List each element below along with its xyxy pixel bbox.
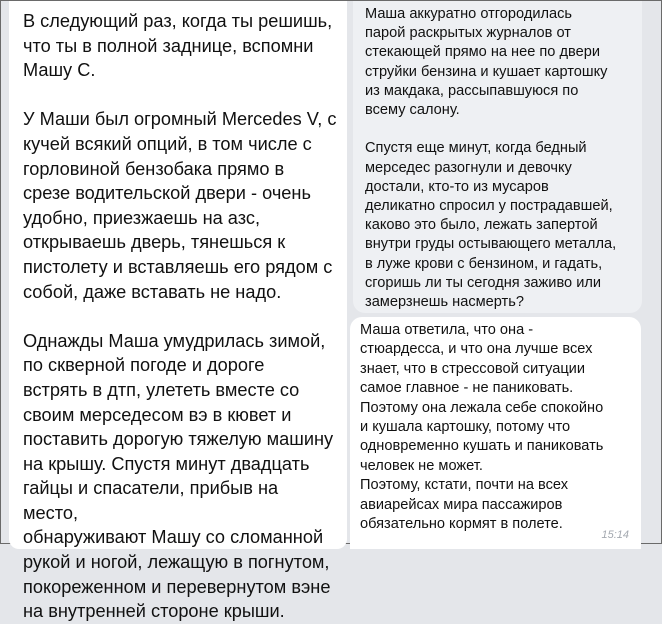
message-paragraph: Однажды Маша умудрилась зимой, по скверной погоде и дороге встрять в дтп, улететь вместе со своим мерседесом вэ в кювет и поставить дорогую тяжелую машину на крышу. Спустя минут двадцать гайцы и спасатели, прибыв на место, обнаруживают Машу со сломанной рукой и ногой, лежащую в погнутом, покореженном и перевернутом вэне на внутренней стороне крыши. [23, 330, 334, 622]
message-bubble-left [9, 1, 347, 622]
message-bubble-right-bottom [350, 317, 641, 549]
message-paragraph: В следующий раз, когда ты решишь, что ты в полной заднице, вспомни Машу С. [23, 11, 333, 81]
message-paragraph: Спустя еще минут, когда бедный мерседес разогнули и девочку достали, кто-то из мусаров деликатно спросил у пострадавшей, каково это было, лежать запертой внутри груды остывающего металла, в луже крови с бензином, и гадать, сгоришь ли ты сегодня заживо или замерзнешь насмерть? [365, 140, 617, 311]
message-paragraph: Маша аккуратно отгородилась парой раскрытых журналов от стекающей прямо на нее по двери струйки бензина и кушает картошку из макдака, рассыпавшуюся по всему салону. [365, 6, 608, 119]
message-text: Маша ответила, что она - стюардесса, и что она лучше всех знает, что в стрессовой ситуации самое главное - не паниковать. Поэтому она лежала себе спокойно и кушала картошку, потому что одновременно кушать и паниковать человек не может. Поэтому, кстати, почти на всех авиарейсах мира пассажиров обязательно кормят в полете. [360, 322, 604, 533]
message-timestamp: 15:14 [601, 528, 629, 541]
message-paragraph: У Маши был огромный Mercedes V, с кучей всякий опций, в том числе с горловиной бензобака прямо в срезе водительской двери - очень удобно, приезжаешь на азс, открываешь дверь, тянешься к пистолету и вставляешь его рядом с собой, даже вставать не надо. [23, 109, 337, 302]
message-bubble-right-top [353, 1, 642, 313]
